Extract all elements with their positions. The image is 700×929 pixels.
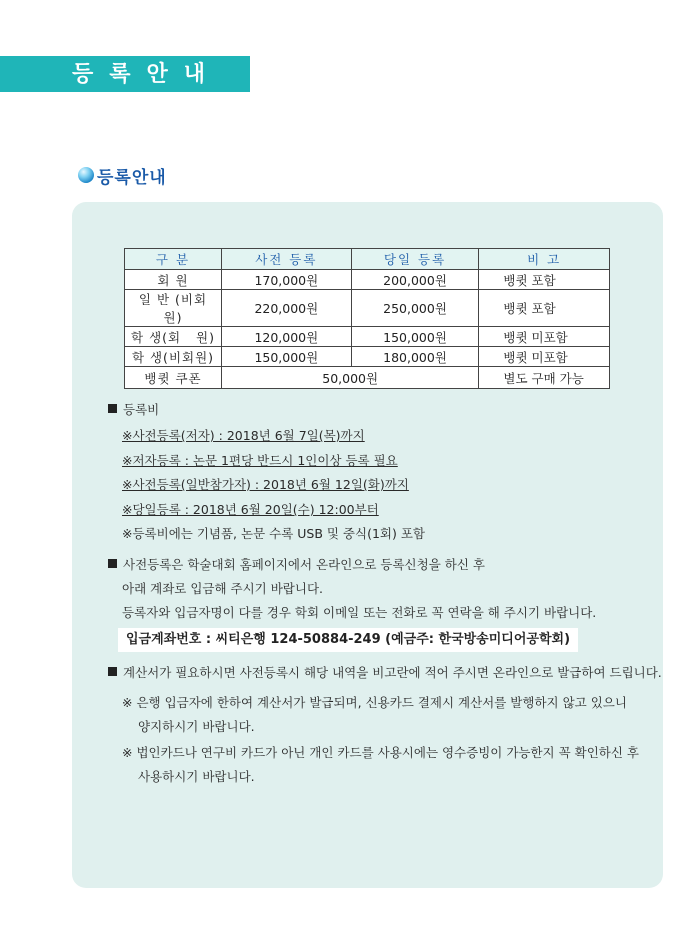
table-cell: 일 반 (비회원) [125,290,222,327]
bank-account-box: 입금계좌번호 : 씨티은행 124-50884-249 (예금주: 한국방송미디어공학회) [118,628,578,652]
table-row [125,347,610,367]
section-heading [78,162,167,188]
table-header: 비 고 [479,249,610,270]
table-row [125,290,610,327]
table-cell: 220,000원 [221,290,351,327]
table-cell: 150,000원 [221,347,351,367]
table-cell: 150,000원 [351,327,479,347]
square-bullet-icon [108,667,117,676]
fee-line: ※당일등록 : 2018년 6월 20일(수) 12:00부터 [122,502,379,517]
fee-heading [108,400,159,420]
table-header: 구 분 [125,249,222,270]
registration-fee-table [124,248,610,389]
fee-heading-text: 등록비 [123,402,160,417]
table-cell: 뱅큇 포함 [479,270,610,290]
table-cell: 170,000원 [221,270,351,290]
payment-text: 사전등록은 학술대회 홈페이지에서 온라인으로 등록신청을 하신 후 [123,557,485,572]
table-cell: 뱅큇 미포함 [479,327,610,347]
table-header: 사전 등록 [221,249,351,270]
bullet-ball-icon [78,167,94,183]
table-cell: 별도 구매 가능 [479,367,610,389]
table-cell: 180,000원 [351,347,479,367]
fee-line: ※사전등록(일반참가자) : 2018년 6월 12일(화)까지 [122,477,409,492]
table-cell: 학 생(회 원) [125,327,222,347]
square-bullet-icon [108,559,117,568]
table-row [125,270,610,290]
fee-line: ※저자등록 : 논문 1편당 반드시 1인이상 등록 필요 [122,453,398,468]
table-cell: 뱅큇 쿠폰 [125,367,222,389]
table-header-row [125,249,610,270]
invoice-line [108,663,662,683]
invoice-note: ※ 은행 입금자에 한하여 계산서가 발급되며, 신용카드 결제시 계산서를 발행하지 않고 있으니 [122,695,627,710]
table-cell: 학 생(비회원) [125,347,222,367]
payment-line [108,555,485,575]
banner-title: 등록안내 [72,62,222,87]
square-bullet-icon [108,404,117,413]
table-cell: 뱅큇 미포함 [479,347,610,367]
table-cell: 회 원 [125,270,222,290]
invoice-note: 사용하시기 바랍니다. [138,769,255,784]
fee-line: ※사전등록(저자) : 2018년 6월 7일(목)까지 [122,428,365,443]
table-cell: 200,000원 [351,270,479,290]
table-cell: 120,000원 [221,327,351,347]
table-cell: 50,000원 [221,367,478,389]
invoice-note: 양지하시기 바랍니다. [138,719,255,734]
table-row-coupon [125,367,610,389]
table-cell: 뱅큇 포함 [479,290,610,327]
invoice-note: ※ 법인카드나 연구비 카드가 아닌 개인 카드를 사용시에는 영수증빙이 가능한지 꼭 확인하신 후 [122,745,640,760]
table-header: 당일 등록 [351,249,479,270]
invoice-text: 계산서가 필요하시면 사전등록시 해당 내역을 비고란에 적어 주시면 온라인으로 발급하여 드립니다. [123,665,662,680]
payment-line: 등록자와 입금자명이 다를 경우 학회 이메일 또는 전화로 꼭 연락을 해 주시기 바랍니다. [122,605,597,620]
payment-line: 아래 계좌로 입금해 주시기 바랍니다. [122,581,323,596]
table-row [125,327,610,347]
section-title: 등록안내 [97,167,167,188]
fee-line: ※등록비에는 기념품, 논문 수록 USB 및 중식(1회) 포함 [122,526,425,541]
table-cell: 250,000원 [351,290,479,327]
